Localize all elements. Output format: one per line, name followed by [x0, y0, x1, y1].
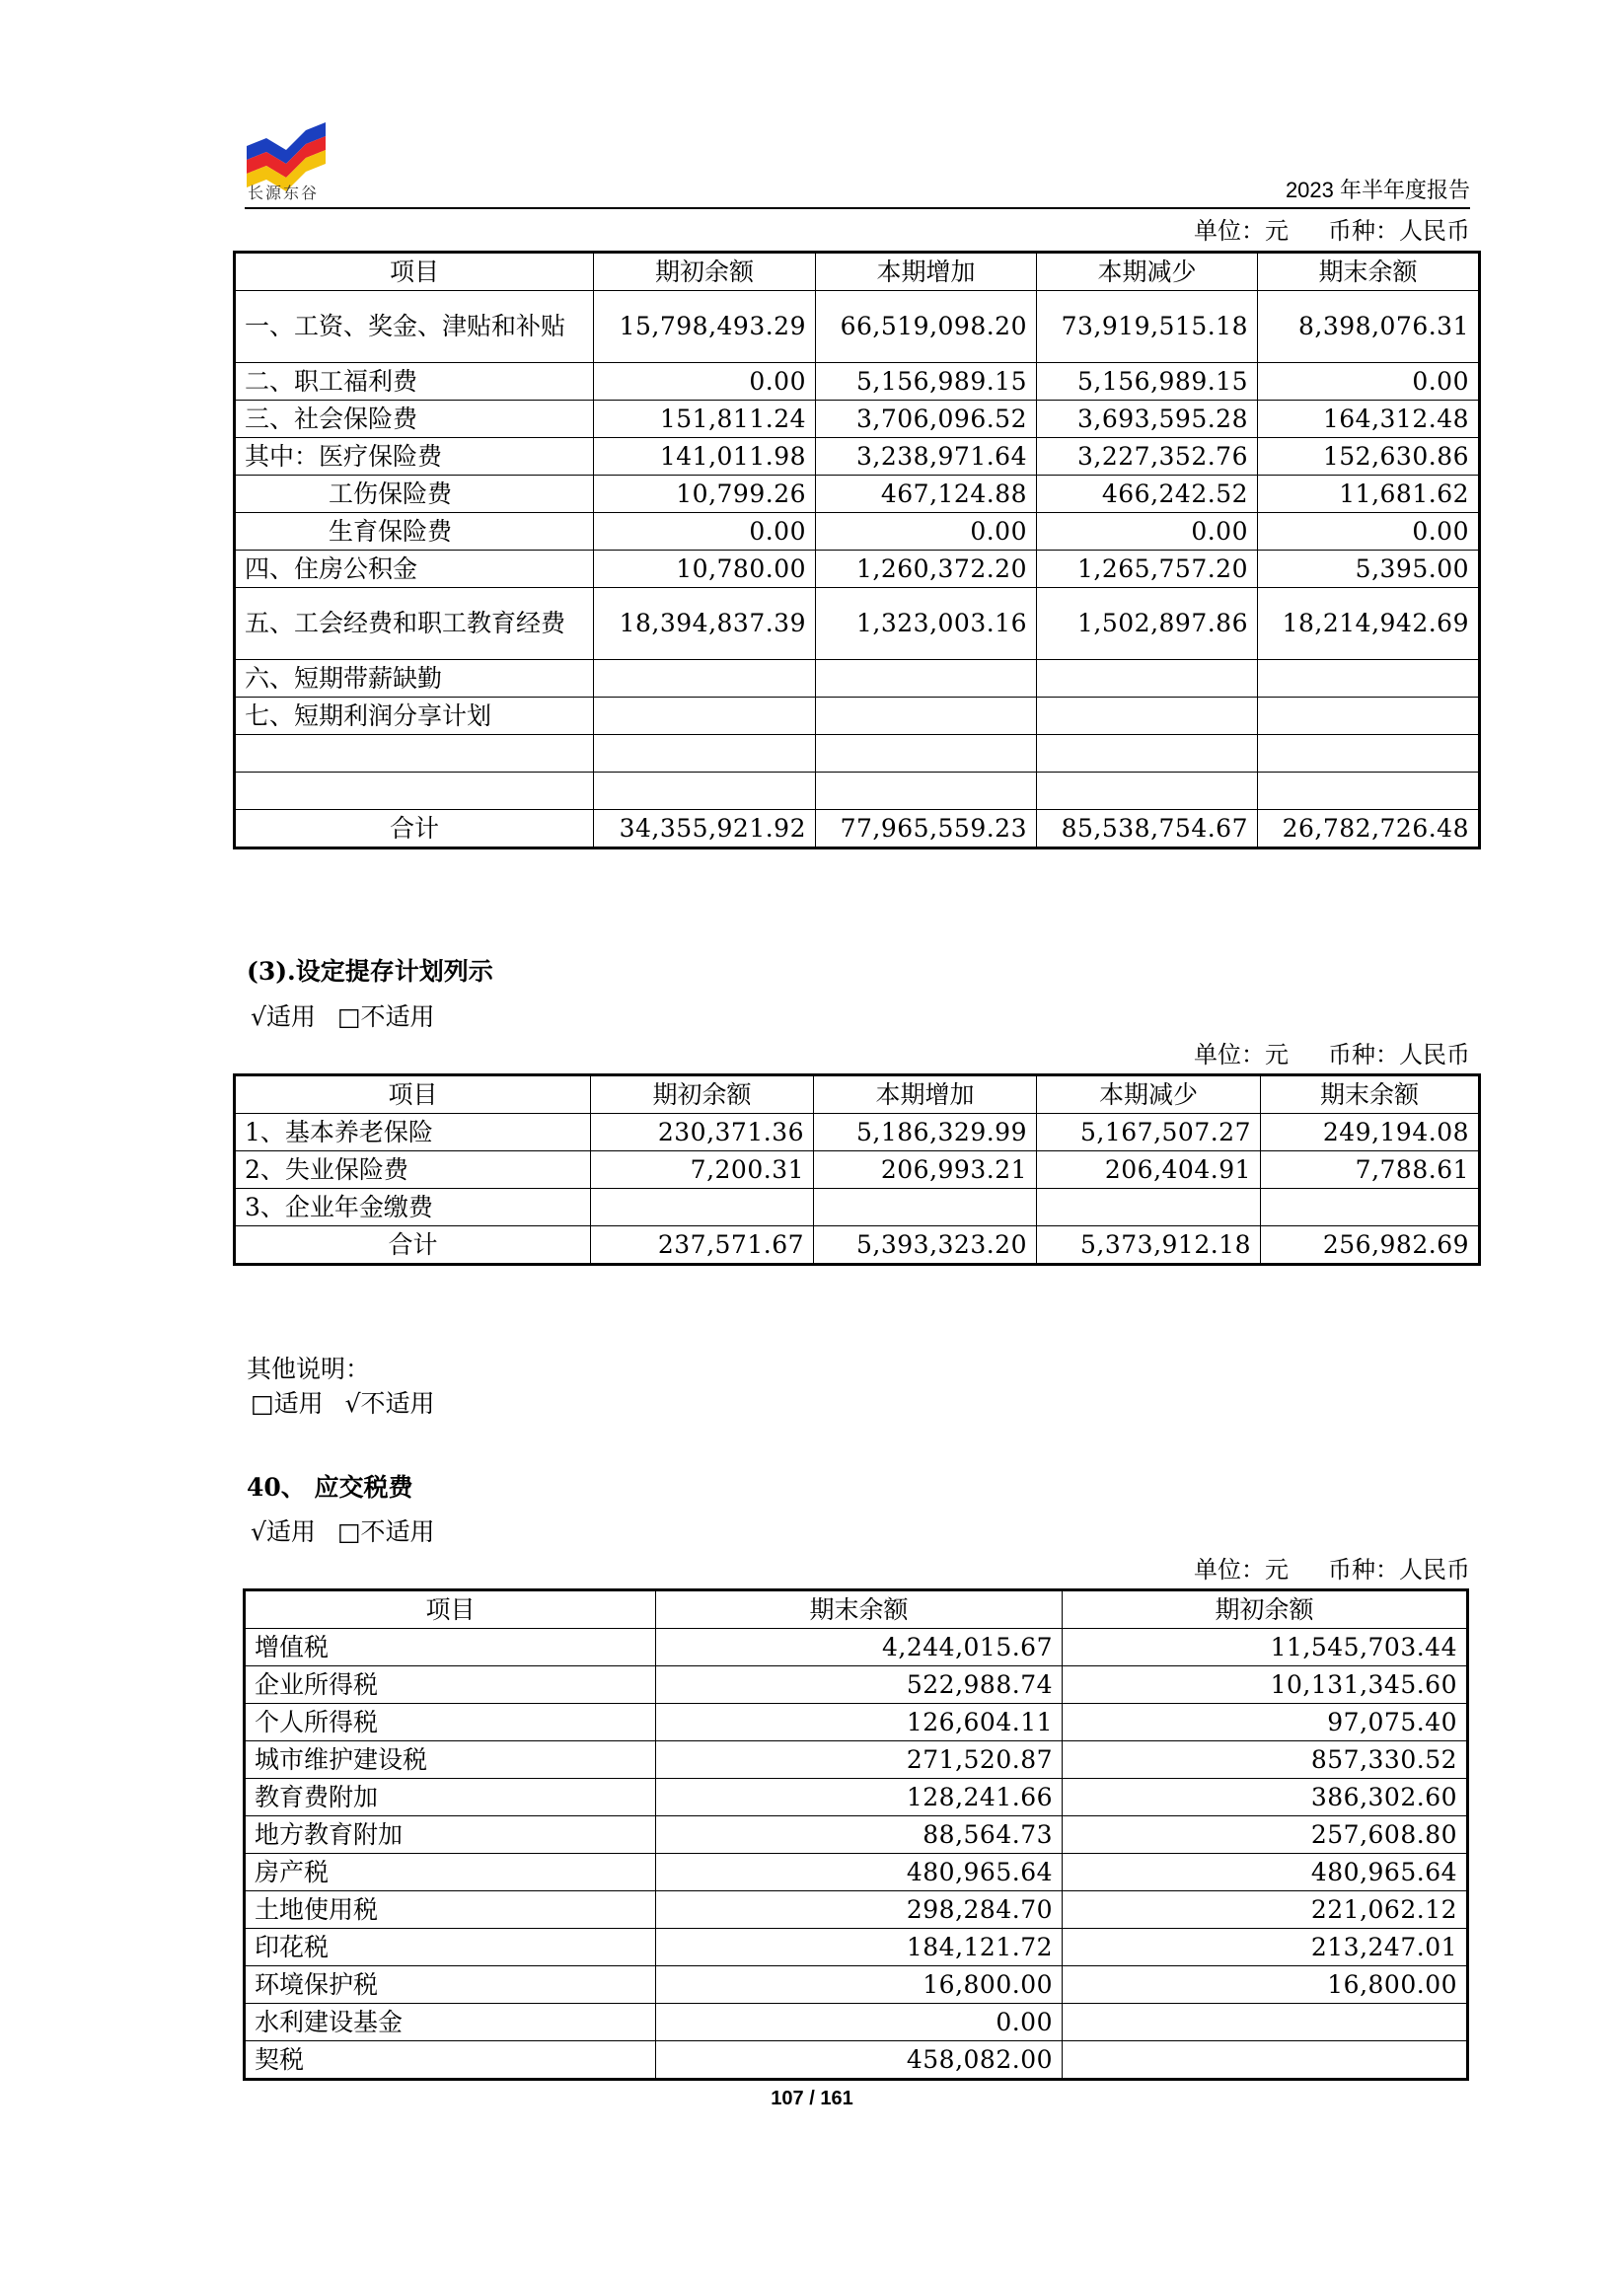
defined-contribution-table	[233, 1073, 1481, 1266]
value-cell	[816, 773, 1037, 810]
value-cell: 480,965.64	[656, 1854, 1063, 1891]
table-header-row	[245, 1590, 1468, 1629]
applicable-option: √适用	[251, 1517, 316, 1546]
value-cell: 128,241.66	[656, 1779, 1063, 1816]
column-header: 本期减少	[1037, 1075, 1261, 1114]
table-row	[245, 1816, 1468, 1854]
table-row	[235, 1226, 1480, 1265]
other-notes-label: 其他说明：	[247, 1355, 371, 1383]
value-cell: 466,242.52	[1037, 476, 1258, 513]
row-label: 二、职工福利费	[235, 363, 594, 401]
value-cell: 467,124.88	[816, 476, 1037, 513]
value-cell	[1258, 735, 1480, 773]
unit-label: 单位：元	[1194, 1556, 1289, 1584]
row-label: 2、失业保险费	[235, 1151, 591, 1189]
value-cell: 1,502,897.86	[1037, 588, 1258, 660]
row-label: 一、工资、奖金、津贴和补贴	[235, 291, 594, 363]
row-label: 工伤保险费	[235, 476, 594, 513]
value-cell: 141,011.98	[594, 438, 816, 476]
value-cell: 4,244,015.67	[656, 1629, 1063, 1666]
row-label: 房产税	[245, 1854, 656, 1891]
value-cell: 0.00	[1258, 363, 1480, 401]
value-cell: 10,780.00	[594, 551, 816, 588]
not-applicable-option: √不适用	[344, 1389, 435, 1418]
value-cell: 5,373,912.18	[1037, 1226, 1261, 1265]
value-cell: 10,131,345.60	[1063, 1666, 1468, 1704]
value-cell: 458,082.00	[656, 2041, 1063, 2080]
value-cell	[594, 660, 816, 698]
value-cell: 230,371.36	[591, 1114, 814, 1151]
value-cell: 0.00	[656, 2004, 1063, 2041]
not-applicable-option: □不适用	[336, 1002, 435, 1031]
value-cell	[1037, 735, 1258, 773]
row-label: 三、社会保险费	[235, 401, 594, 438]
value-cell: 152,630.86	[1258, 438, 1480, 476]
value-cell: 206,993.21	[814, 1151, 1037, 1189]
column-header: 本期减少	[1037, 253, 1258, 291]
value-cell: 1,323,003.16	[816, 588, 1037, 660]
value-cell: 257,608.80	[1063, 1816, 1468, 1854]
row-label: 1、基本养老保险	[235, 1114, 591, 1151]
value-cell: 5,393,323.20	[814, 1226, 1037, 1265]
value-cell: 522,988.74	[656, 1666, 1063, 1704]
row-label: 印花税	[245, 1929, 656, 1966]
table-row	[235, 513, 1480, 551]
value-cell: 66,519,098.20	[816, 291, 1037, 363]
table-row	[245, 2004, 1468, 2041]
header-divider	[245, 207, 1470, 209]
table-row	[235, 1189, 1480, 1226]
not-applicable-option: □不适用	[336, 1517, 435, 1546]
logo-text: 长源东谷	[248, 184, 320, 202]
value-cell: 16,800.00	[1063, 1966, 1468, 2004]
value-cell: 97,075.40	[1063, 1704, 1468, 1741]
value-cell	[1037, 1189, 1261, 1226]
value-cell: 3,706,096.52	[816, 401, 1037, 438]
table-row	[235, 1151, 1480, 1189]
value-cell: 88,564.73	[656, 1816, 1063, 1854]
value-cell: 221,062.12	[1063, 1891, 1468, 1929]
row-label: 教育费附加	[245, 1779, 656, 1816]
value-cell: 237,571.67	[591, 1226, 814, 1265]
column-header: 期末余额	[1261, 1075, 1480, 1114]
row-label: 水利建设基金	[245, 2004, 656, 2041]
row-label: 3、企业年金缴费	[235, 1189, 591, 1226]
value-cell	[591, 1189, 814, 1226]
value-cell: 7,200.31	[591, 1151, 814, 1189]
value-cell: 7,788.61	[1261, 1151, 1480, 1189]
value-cell	[1037, 698, 1258, 735]
table-row	[235, 1114, 1480, 1151]
table-row	[245, 1929, 1468, 1966]
table-row	[245, 1704, 1468, 1741]
table-row	[235, 551, 1480, 588]
row-label: 六、短期带薪缺勤	[235, 660, 594, 698]
value-cell	[1258, 660, 1480, 698]
value-cell: 73,919,515.18	[1037, 291, 1258, 363]
value-cell	[1258, 773, 1480, 810]
table-row	[235, 291, 1480, 363]
table-row	[245, 2041, 1468, 2080]
value-cell: 151,811.24	[594, 401, 816, 438]
value-cell: 164,312.48	[1258, 401, 1480, 438]
value-cell: 5,156,989.15	[816, 363, 1037, 401]
table-row	[235, 438, 1480, 476]
column-header: 本期增加	[814, 1075, 1037, 1114]
value-cell: 77,965,559.23	[816, 810, 1037, 848]
column-header: 期初余额	[594, 253, 816, 291]
row-label	[235, 773, 594, 810]
row-label: 城市维护建设税	[245, 1741, 656, 1779]
value-cell: 85,538,754.67	[1037, 810, 1258, 848]
table-row	[245, 1891, 1468, 1929]
value-cell	[1258, 698, 1480, 735]
row-label: 地方教育附加	[245, 1816, 656, 1854]
value-cell: 5,395.00	[1258, 551, 1480, 588]
value-cell: 249,194.08	[1261, 1114, 1480, 1151]
row-label: 企业所得税	[245, 1666, 656, 1704]
table-row	[235, 735, 1480, 773]
section-title-40: 40、 应交税费	[247, 1473, 413, 1502]
table-row	[235, 698, 1480, 735]
value-cell: 3,693,595.28	[1037, 401, 1258, 438]
value-cell: 10,799.26	[594, 476, 816, 513]
value-cell: 126,604.11	[656, 1704, 1063, 1741]
value-cell: 184,121.72	[656, 1929, 1063, 1966]
table-row	[235, 588, 1480, 660]
column-header: 项目	[235, 253, 594, 291]
row-label: 环境保护税	[245, 1966, 656, 2004]
column-header: 项目	[235, 1075, 591, 1114]
value-cell	[816, 660, 1037, 698]
table-row	[245, 1629, 1468, 1666]
table-row	[235, 401, 1480, 438]
value-cell: 26,782,726.48	[1258, 810, 1480, 848]
value-cell	[594, 698, 816, 735]
value-cell: 213,247.01	[1063, 1929, 1468, 1966]
table-row	[235, 476, 1480, 513]
value-cell	[816, 735, 1037, 773]
value-cell: 256,982.69	[1261, 1226, 1480, 1265]
value-cell: 480,965.64	[1063, 1854, 1468, 1891]
value-cell	[594, 735, 816, 773]
table-row	[235, 773, 1480, 810]
taxes-payable-table	[243, 1588, 1469, 2081]
table-row	[235, 363, 1480, 401]
column-header: 期初余额	[1063, 1590, 1468, 1629]
value-cell	[1037, 773, 1258, 810]
row-label: 合计	[235, 810, 594, 848]
row-label: 个人所得税	[245, 1704, 656, 1741]
unit-line-1	[1194, 211, 1470, 246]
applicable-option: □适用	[251, 1389, 324, 1418]
unit-line-2	[1194, 1035, 1470, 1069]
employee-payroll-table	[233, 251, 1481, 849]
column-header: 期初余额	[591, 1075, 814, 1114]
value-cell: 206,404.91	[1037, 1151, 1261, 1189]
row-label: 生育保险费	[235, 513, 594, 551]
value-cell: 1,265,757.20	[1037, 551, 1258, 588]
value-cell	[814, 1189, 1037, 1226]
value-cell: 3,238,971.64	[816, 438, 1037, 476]
value-cell: 34,355,921.92	[594, 810, 816, 848]
currency-label: 币种：人民币	[1328, 1041, 1470, 1069]
row-label: 七、短期利润分享计划	[235, 698, 594, 735]
section-title-3: (3).设定提存计划列示	[247, 957, 493, 986]
applicable-option: √适用	[251, 1002, 316, 1031]
value-cell: 0.00	[1037, 513, 1258, 551]
currency-label: 币种：人民币	[1328, 1556, 1470, 1584]
column-header: 期末余额	[1258, 253, 1480, 291]
value-cell	[1037, 660, 1258, 698]
value-cell: 0.00	[594, 363, 816, 401]
unit-line-3	[1194, 1550, 1470, 1585]
column-header: 项目	[245, 1590, 656, 1629]
unit-label: 单位：元	[1194, 1041, 1289, 1069]
value-cell: 11,545,703.44	[1063, 1629, 1468, 1666]
table-row	[245, 1779, 1468, 1816]
row-label: 增值税	[245, 1629, 656, 1666]
value-cell: 857,330.52	[1063, 1741, 1468, 1779]
value-cell: 298,284.70	[656, 1891, 1063, 1929]
column-header: 本期增加	[816, 253, 1037, 291]
table-row	[235, 660, 1480, 698]
value-cell: 0.00	[816, 513, 1037, 551]
value-cell: 5,156,989.15	[1037, 363, 1258, 401]
value-cell	[1063, 2004, 1468, 2041]
value-cell	[594, 773, 816, 810]
table-row	[245, 1854, 1468, 1891]
value-cell: 1,260,372.20	[816, 551, 1037, 588]
unit-label: 单位：元	[1194, 217, 1289, 245]
row-label: 契税	[245, 2041, 656, 2080]
value-cell: 18,394,837.39	[594, 588, 816, 660]
table-row	[245, 1666, 1468, 1704]
page-number: 107 / 161	[771, 2088, 853, 2109]
row-label: 四、住房公积金	[235, 551, 594, 588]
value-cell: 0.00	[594, 513, 816, 551]
value-cell: 5,167,507.27	[1037, 1114, 1261, 1151]
value-cell: 8,398,076.31	[1258, 291, 1480, 363]
table-header-row	[235, 253, 1480, 291]
value-cell: 18,214,942.69	[1258, 588, 1480, 660]
value-cell	[1063, 2041, 1468, 2080]
value-cell: 11,681.62	[1258, 476, 1480, 513]
applicability-40	[251, 1512, 435, 1548]
value-cell: 3,227,352.76	[1037, 438, 1258, 476]
row-label	[235, 735, 594, 773]
row-label: 合计	[235, 1226, 591, 1265]
report-title: 2023 年半年度报告	[1285, 178, 1470, 202]
value-cell: 271,520.87	[656, 1741, 1063, 1779]
applicability-other-notes	[251, 1384, 435, 1420]
value-cell: 0.00	[1258, 513, 1480, 551]
column-header: 期末余额	[656, 1590, 1063, 1629]
value-cell	[816, 698, 1037, 735]
table-row	[245, 1966, 1468, 2004]
table-row	[235, 810, 1480, 848]
currency-label: 币种：人民币	[1328, 217, 1470, 245]
value-cell: 5,186,329.99	[814, 1114, 1037, 1151]
value-cell: 386,302.60	[1063, 1779, 1468, 1816]
applicability-3	[251, 997, 435, 1033]
row-label: 土地使用税	[245, 1891, 656, 1929]
value-cell: 15,798,493.29	[594, 291, 816, 363]
row-label: 五、工会经费和职工教育经费	[235, 588, 594, 660]
value-cell	[1261, 1189, 1480, 1226]
table-row	[245, 1741, 1468, 1779]
value-cell: 16,800.00	[656, 1966, 1063, 2004]
table-header-row	[235, 1075, 1480, 1114]
row-label: 其中：医疗保险费	[235, 438, 594, 476]
